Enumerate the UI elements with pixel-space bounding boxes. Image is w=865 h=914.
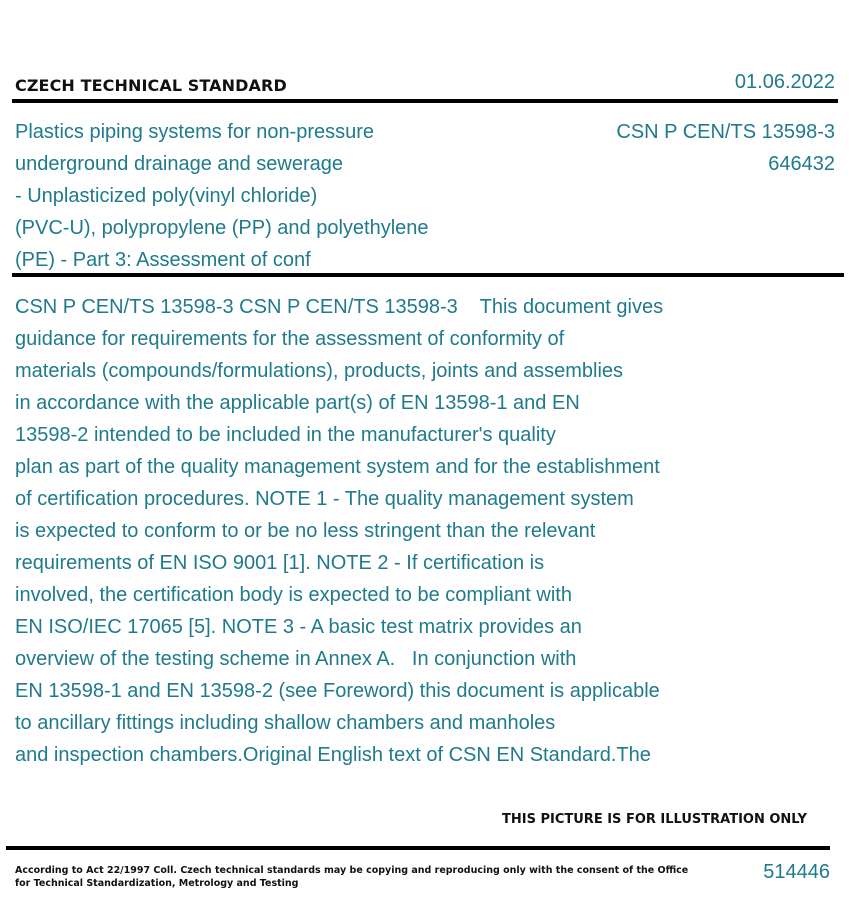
standard-designation: CSN P CEN/TS 13598-3 bbox=[616, 121, 835, 143]
abstract-line: guidance for requirements for the assessment of conformity of bbox=[15, 328, 565, 350]
issue-date: 01.06.2022 bbox=[734, 71, 835, 93]
abstract-line: overview of the testing scheme in Annex A. In conjunction with bbox=[15, 648, 577, 670]
abstract-line: EN ISO/IEC 17065 [5]. NOTE 3 - A basic test matrix provides an bbox=[15, 616, 582, 638]
standard-label: CZECH TECHNICAL STANDARD bbox=[15, 76, 287, 95]
abstract-line: materials (compounds/formulations), products, joints and assemblies bbox=[15, 360, 624, 382]
title-line: underground drainage and sewerage bbox=[15, 153, 344, 175]
header-divider bbox=[12, 99, 838, 103]
abstract-line: of certification procedures. NOTE 1 - The quality management system bbox=[15, 488, 634, 510]
abstract-line: requirements of EN ISO 9001 [1]. NOTE 2 - If certification is bbox=[15, 552, 545, 574]
title-line: Plastics piping systems for non-pressure bbox=[15, 121, 375, 143]
illustration-note: THIS PICTURE IS FOR ILLUSTRATION ONLY bbox=[502, 812, 807, 827]
abstract-line: CSN P CEN/TS 13598-3 CSN P CEN/TS 13598-3 This document gives bbox=[15, 296, 664, 318]
abstract-line: EN 13598-1 and EN 13598-2 (see Foreword) this document is applicable bbox=[15, 680, 660, 702]
abstract-line: is expected to conform to or be no less stringent than the relevant bbox=[15, 520, 596, 542]
title-line: (PE) - Part 3: Assessment of conf bbox=[15, 249, 311, 271]
standard-codes bbox=[616, 116, 835, 180]
title-divider bbox=[12, 273, 844, 277]
abstract-line: and inspection chambers.Original English text of CSN EN Standard.The bbox=[15, 744, 651, 766]
catalog-number: 646432 bbox=[768, 153, 835, 175]
abstract-text bbox=[15, 291, 663, 771]
legal-line: for Technical Standardization, Metrology and Testing bbox=[15, 878, 299, 889]
footer-number: 514446 bbox=[763, 861, 830, 883]
abstract-line: to ancillary fittings including shallow chambers and manholes bbox=[15, 712, 556, 734]
title-line: - Unplasticized poly(vinyl chloride) bbox=[15, 185, 318, 207]
abstract-line: in accordance with the applicable part(s) of EN 13598-1 and EN bbox=[15, 392, 580, 414]
document-title bbox=[15, 116, 429, 276]
abstract-line: plan as part of the quality management system and for the establishment bbox=[15, 456, 660, 478]
legal-line: According to Act 22/1997 Coll. Czech technical standards may be copying and reproducing only with the consent of the Office bbox=[15, 865, 689, 876]
abstract-line: involved, the certification body is expected to be compliant with bbox=[15, 584, 572, 606]
title-line: (PVC-U), polypropylene (PP) and polyethylene bbox=[15, 217, 429, 239]
footer-divider bbox=[6, 846, 830, 850]
legal-notice bbox=[15, 864, 689, 890]
abstract-line: 13598-2 intended to be included in the manufacturer's quality bbox=[15, 424, 556, 446]
